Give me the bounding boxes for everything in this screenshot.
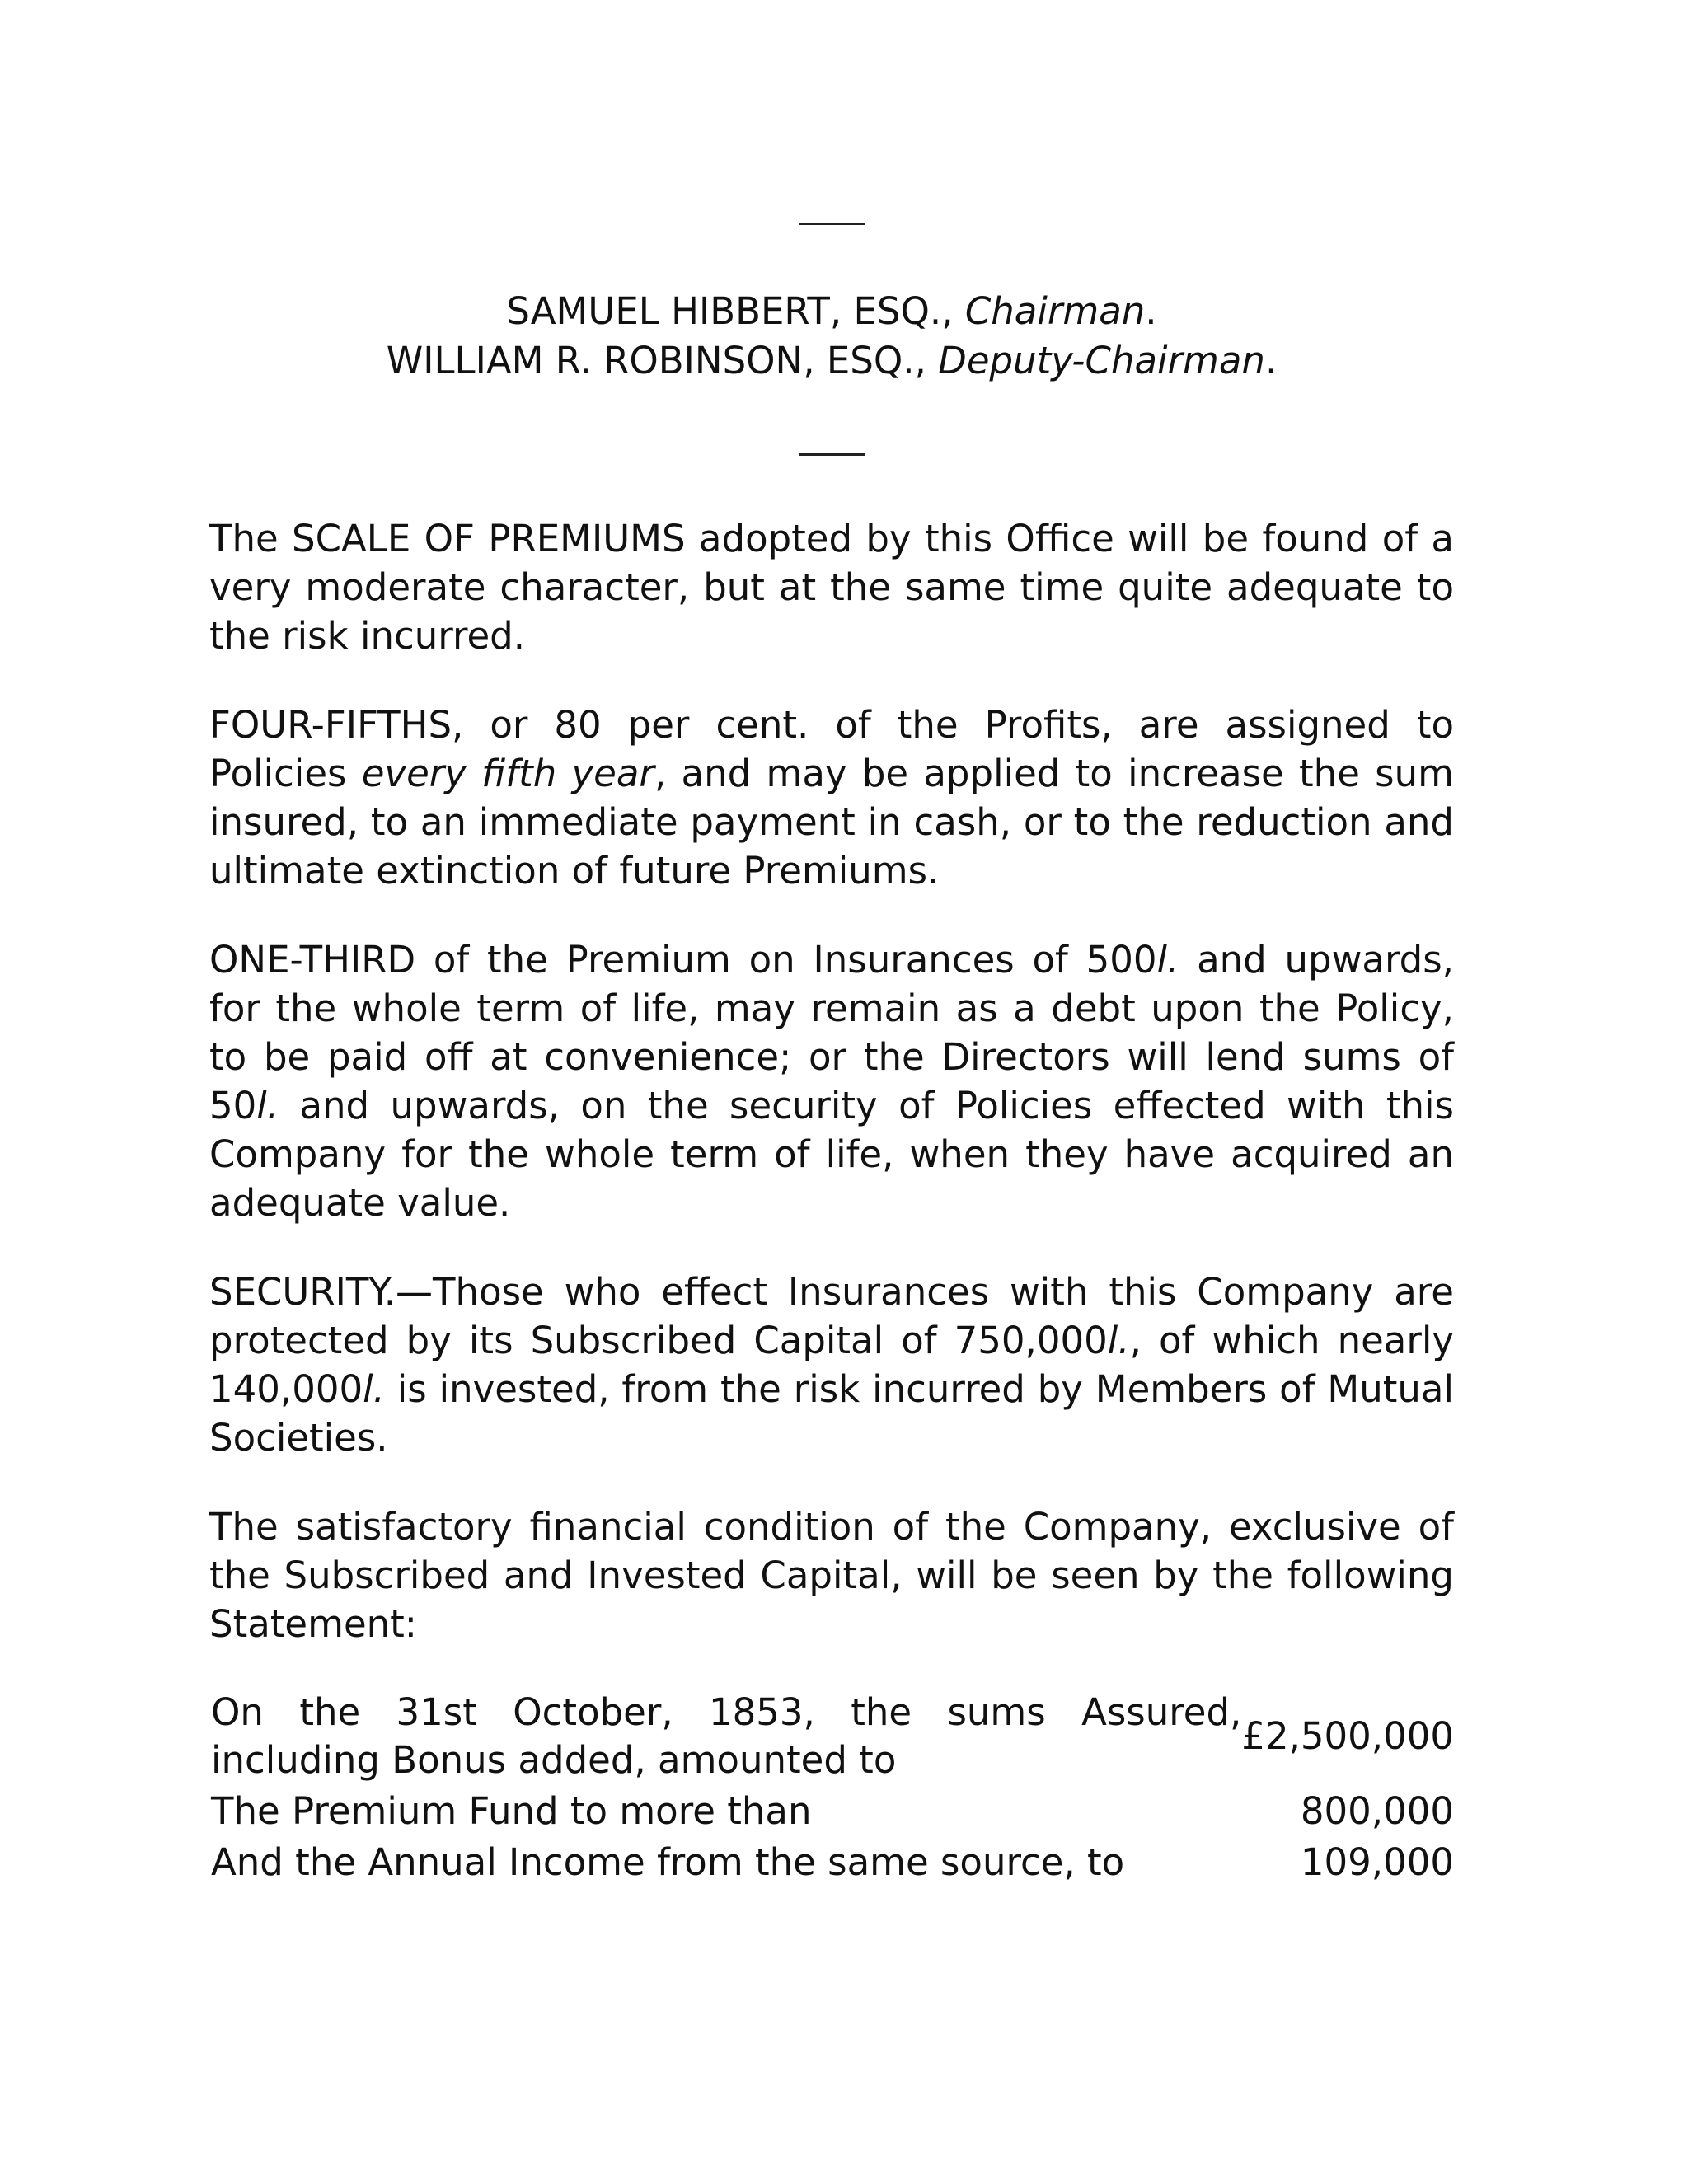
document-page xyxy=(209,0,1454,2184)
document-body xyxy=(209,514,1454,1890)
paragraph-financial-condition: The satisfactory financial condition of the Company, exclusive of the Subscribed and Invested Capital, will be seen by the following Statement: xyxy=(209,1505,1454,1646)
officer-chairman: SAMUEL HIBBERT, ESQ., Chairman. xyxy=(506,289,1157,333)
statement-description: On the 31st October, 1853, the sums Assured, including Bonus added, amounted to xyxy=(211,1690,1242,1782)
statement-description: The Premium Fund to more than xyxy=(211,1789,812,1833)
paragraph-security: SECURITY.—Those who effect Insurances with this Company are protected by its Subscribed Capital of 750,000l., of which nearly 140,000l. is invested, from the risk incurred by Members of Mutual Societies. xyxy=(209,1270,1454,1460)
table-row xyxy=(209,1689,1454,1788)
officer-role: Chairman xyxy=(964,289,1146,333)
table-row xyxy=(209,1788,1454,1839)
middle-divider xyxy=(799,453,865,456)
paragraph-four-fifths: FOUR-FIFTHS, or 80 per cent. of the Profits, are assigned to Policies every fifth year, and may be applied to increase the sum insured, to an immediate payment in cash, or to the reduction and ultimate extinction of future Premiums. xyxy=(209,703,1454,893)
paragraph-one-third: ONE-THIRD of the Premium on Insurances of 500l. and upwards, for the whole term of life, may remain as a debt upon the Policy, to be paid off at convenience; or the Directors will lend sums of 50l. and upwards, on the security of Policies effected with this Company for the whole term of life, when they have acquired an adequate value. xyxy=(209,938,1454,1225)
paragraph-scale-of-premiums: The SCALE OF PREMIUMS adopted by this Office will be found of a very moderate character, but at the same time quite adequate to the risk incurred. xyxy=(209,517,1454,658)
officer-deputy-chairman: WILLIAM R. ROBINSON, ESQ., Deputy-Chairman. xyxy=(386,339,1278,382)
statement-amount: 800,000 xyxy=(1300,1789,1454,1833)
officers-block xyxy=(209,287,1454,386)
officer-role: Deputy-Chairman xyxy=(938,339,1265,382)
table-row xyxy=(209,1839,1454,1890)
statement-description: And the Annual Income from the same source, to xyxy=(211,1840,1125,1884)
top-divider xyxy=(799,223,865,225)
statement-amount: 109,000 xyxy=(1300,1840,1454,1884)
financial-statement-table xyxy=(209,1689,1454,1890)
statement-amount: £2,500,000 xyxy=(1241,1714,1454,1758)
